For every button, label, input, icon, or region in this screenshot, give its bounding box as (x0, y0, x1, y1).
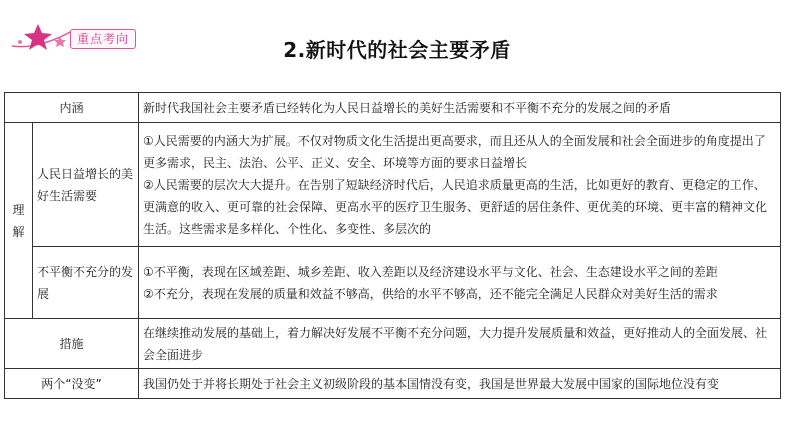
row-label-cuoshi: 措施 (5, 319, 139, 369)
needs-paragraph-1: ①人民需要的内涵大为扩展。不仅对物质文化生活提出更高要求，而且还从人的全面发展和社会全面进步的角度提出了更多需求，民主、法治、公平、正义、安全、环境等方面的要求日益增长 (143, 133, 766, 170)
sub-label-needs: 人民日益增长的美好生活需要 (33, 123, 139, 247)
table-row-lijie-2 (5, 247, 781, 319)
row-label-lijie: 理解 (5, 123, 33, 319)
table-row-neihan (5, 93, 781, 123)
row-label-meibian: 两个“没变” (5, 369, 139, 399)
sub-content-needs (139, 123, 781, 247)
contradiction-table (4, 92, 781, 399)
development-paragraph-1: ①不平衡，表现在区域差距、城乡差距、收入差距以及经济建设水平与文化、社会、生态建设水平之间的差距 (143, 264, 718, 279)
development-paragraph-2: ②不充分，表现在发展的质量和效益不够高，供给的水平不够高，还不能完全满足人民群众对美好生活的需求 (143, 286, 718, 301)
sub-label-development: 不平衡不充分的发展 (33, 247, 139, 319)
table-row-lijie-1 (5, 123, 781, 247)
table-row-cuoshi (5, 319, 781, 369)
badge-label: 重点考向 (70, 29, 136, 49)
needs-paragraph-2: ②人民需要的层次大大提升。在告别了短缺经济时代后，人民追求质量更高的生活，比如更好的教育、更稳定的工作、更满意的收入、更可靠的社会保障、更高水平的医疗卫生服务、更舒适的居住条件、更优美的环境、更丰富的精神文化生活。这些需求是多样化、个性化、多变性、多层次的 (143, 177, 768, 236)
table-row-meibian (5, 369, 781, 399)
row-content-neihan: 新时代我国社会主要矛盾已经转化为人民日益增长的美好生活需要和不平衡不充分的发展之间的矛盾 (139, 93, 781, 123)
row-content-meibian: 我国仍处于并将长期处于社会主义初级阶段的基本国情没有变，我国是世界最大发展中国家的国际地位没有变 (139, 369, 781, 399)
sub-content-development (139, 247, 781, 319)
row-label-neihan: 内涵 (5, 93, 139, 123)
page-title: 2.新时代的社会主要矛盾 (283, 38, 511, 62)
row-content-cuoshi: 在继续推动发展的基础上，着力解决好发展不平衡不充分问题，大力提升发展质量和效益，更好推动人的全面发展、社会全面进步 (139, 319, 781, 369)
